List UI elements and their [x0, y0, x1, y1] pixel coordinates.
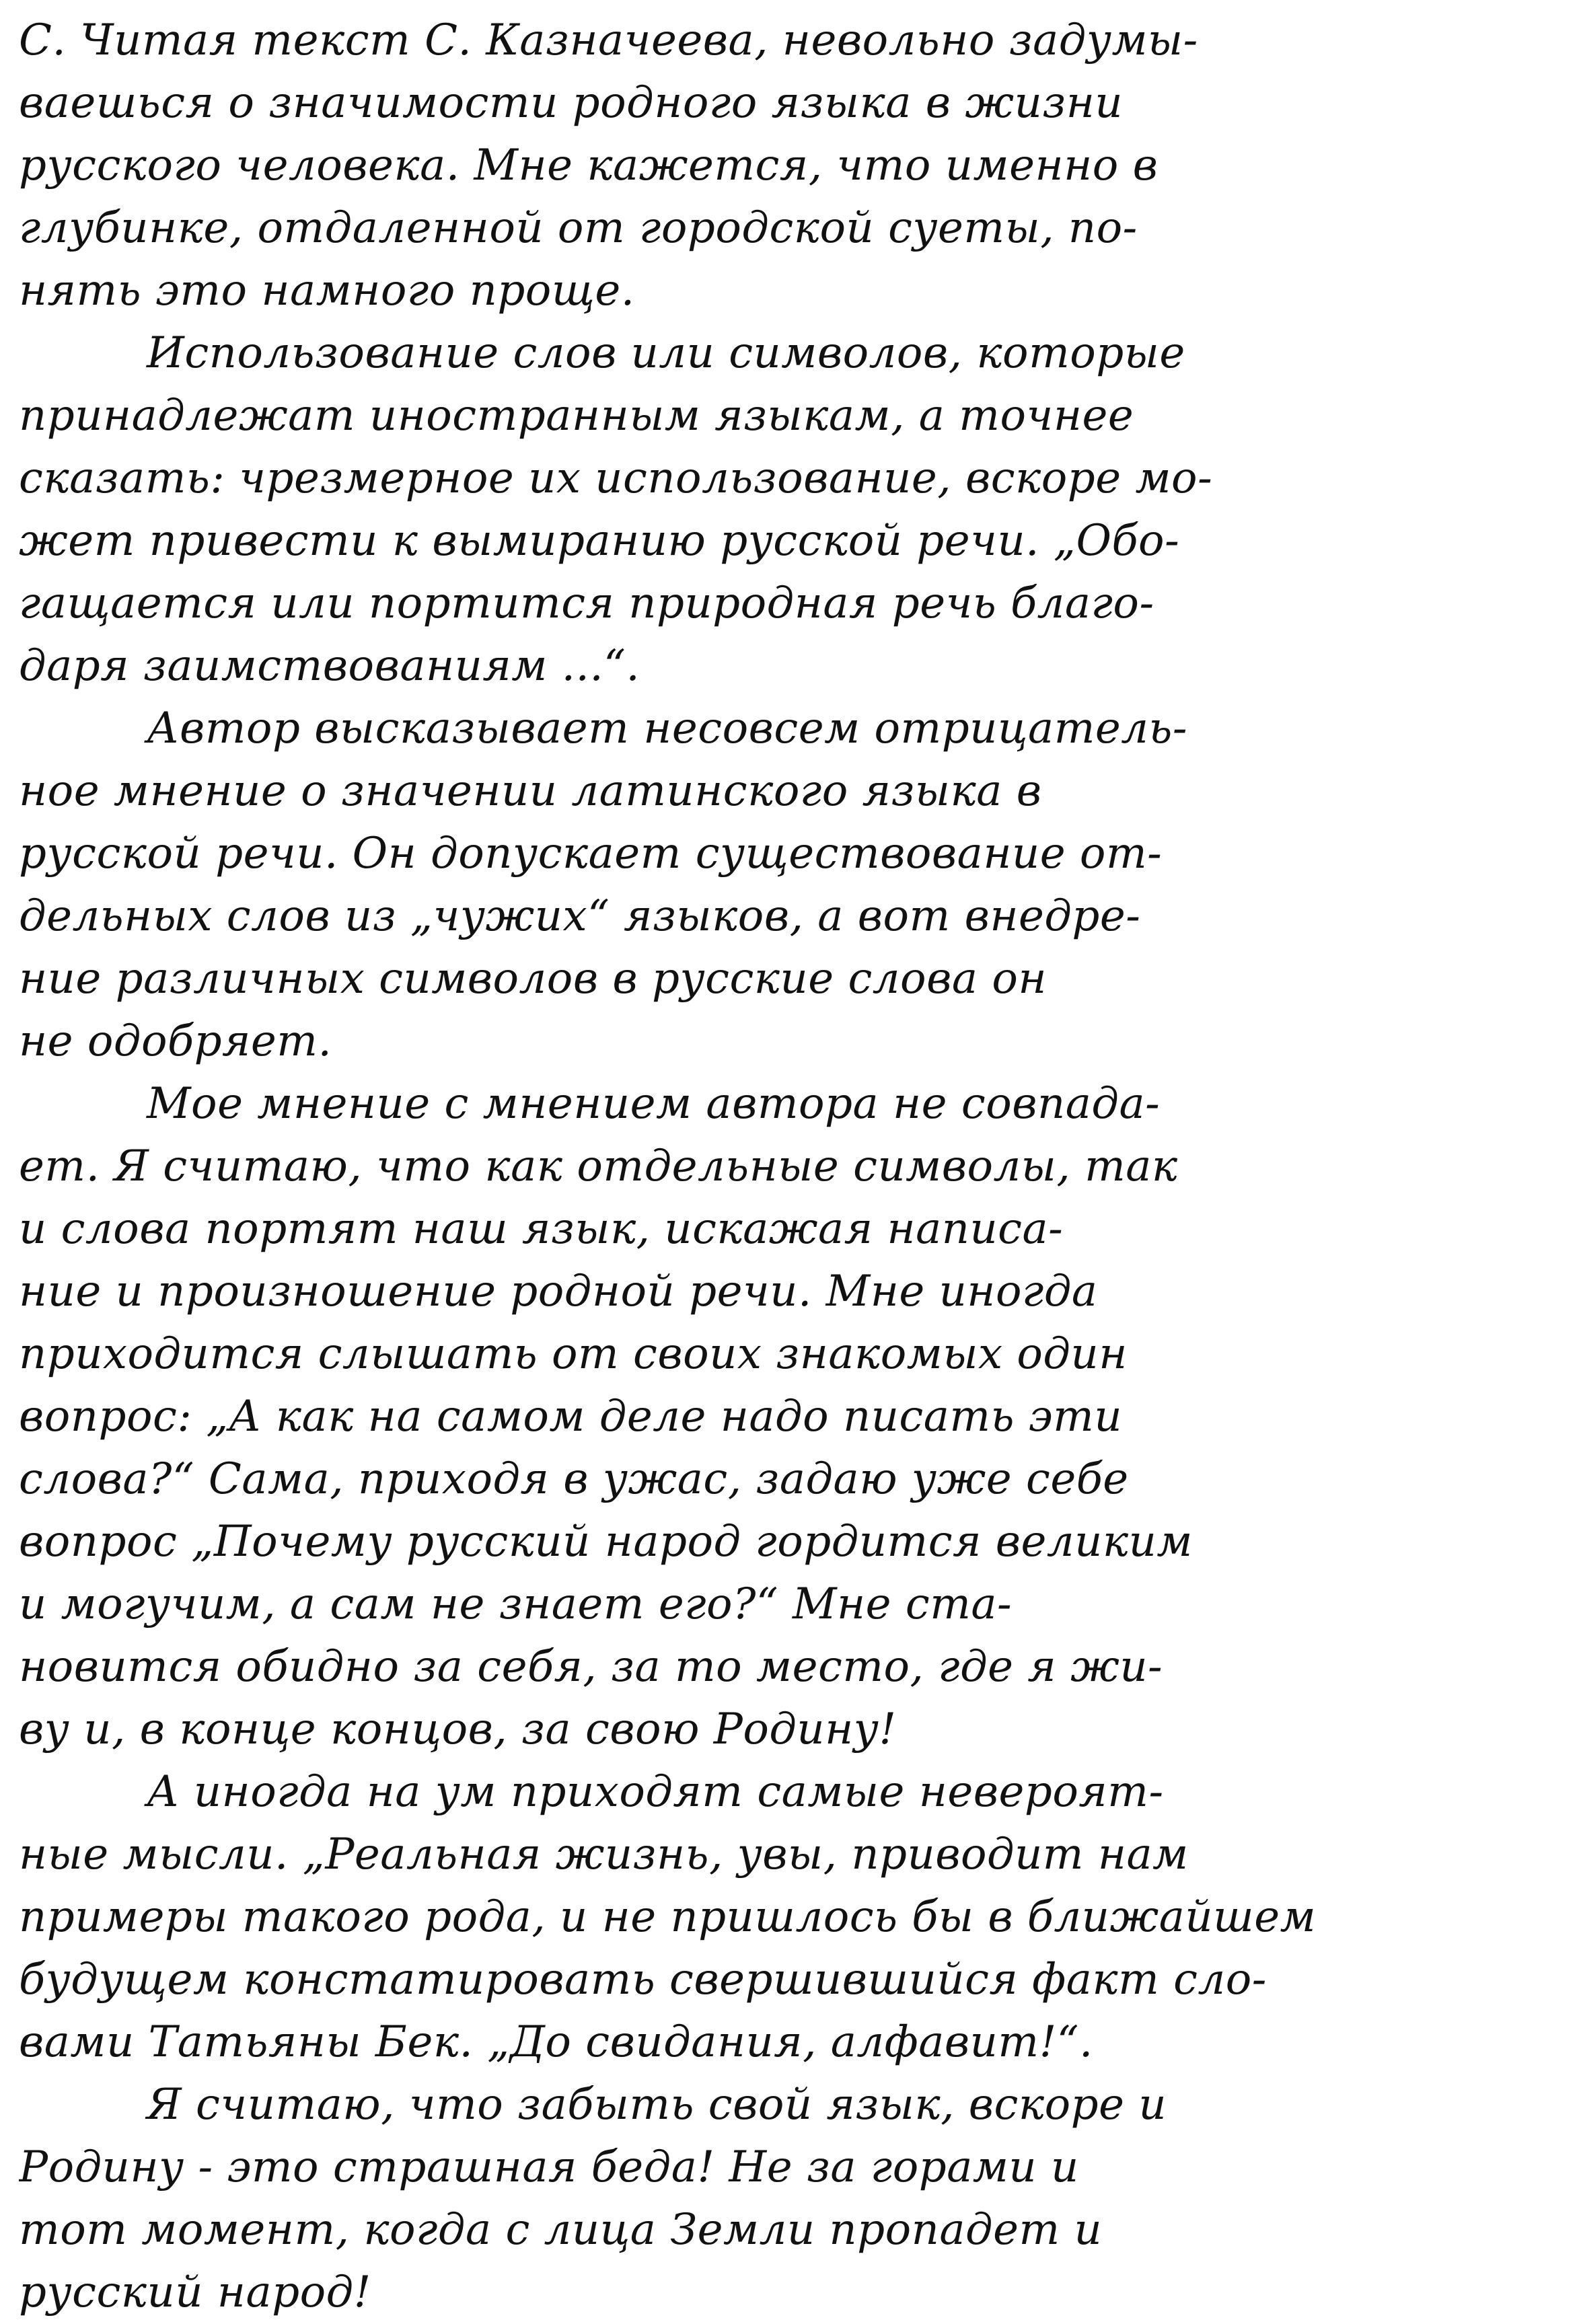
- text-line: С. Читая текст С. Казначеева, невольно задумы-: [19, 15, 1198, 65]
- text-line: вопрос: „А как на самом деле надо писать эти: [19, 1392, 1123, 1441]
- text-line: вами Татьяны Бек. „До свидания, алфавит!“.: [19, 2017, 1093, 2067]
- text-line: русского человека. Мне кажется, что именно в: [19, 141, 1159, 190]
- text-line: дельных слов из „чужих“ языков, а вот внедре-: [19, 891, 1141, 941]
- text-line: слова?“ Сама, приходя в ужас, задаю уже себе: [19, 1454, 1129, 1504]
- text-line: даря заимствованиям ...“.: [19, 641, 640, 691]
- text-line: гащается или портится природная речь благо-: [19, 578, 1154, 628]
- text-line: новится обидно за себя, за то место, где я жи-: [19, 1642, 1163, 1692]
- text-line: ние и произношение родной речи. Мне иногда: [19, 1267, 1098, 1316]
- text-line: ные мысли. „Реальная жизнь, увы, приводит нам: [19, 1830, 1189, 1879]
- text-line: ние различных символов в русские слова он: [19, 954, 1047, 1004]
- text-line: жет привести к вымиранию русской речи. „Обо-: [19, 516, 1180, 566]
- text-line: ваешься о значимости родного языка в жизни: [19, 78, 1124, 128]
- text-line: и слова портят наш язык, искажая написа-: [19, 1204, 1064, 1254]
- text-line: тот момент, когда с лица Земли пропадет и: [19, 2205, 1103, 2255]
- text-line: принадлежат иностранным языкам, а точнее: [19, 391, 1134, 441]
- text-line: ет. Я считаю, что как отдельные символы, так: [19, 1141, 1178, 1191]
- text-line: примеры такого рода, и не пришлось бы в ближайшем: [19, 1892, 1317, 1942]
- text-line: ву и, в конце концов, за свою Родину!: [19, 1704, 897, 1754]
- text-line: вопрос „Почему русский народ гордится великим: [19, 1517, 1193, 1567]
- text-line: будущем констатировать свершившийся факт сло-: [19, 1955, 1267, 2004]
- paragraph-start-line: Я считаю, что забыть свой язык, вскоре и: [147, 2080, 1167, 2130]
- text-line: и могучим, а сам не знает его?“ Мне ста-: [19, 1579, 1013, 1629]
- text-line: русской речи. Он допускает существование от-: [19, 829, 1163, 878]
- text-line: нять это намного проще.: [19, 266, 635, 315]
- paragraph-start-line: А иногда на ум приходят самые невероят-: [147, 1767, 1164, 1817]
- text-line: глубинке, отдаленной от городской суеты, по-: [19, 203, 1138, 253]
- text-line: ное мнение о значении латинского языка в: [19, 766, 1042, 816]
- text-line: Родину - это страшная беда! Не за горами и: [19, 2142, 1079, 2192]
- text-line: не одобряет.: [19, 1016, 332, 1066]
- paragraph-start-line: Автор высказывает несовсем отрицатель-: [147, 704, 1187, 753]
- paragraph-start-line: Использование слов или символов, которые: [147, 328, 1185, 378]
- text-line: русский народ!: [19, 2267, 371, 2317]
- paragraph-start-line: Мое мнение с мнением автора не совпада-: [147, 1079, 1161, 1129]
- text-line: сказать: чрезмерное их использование, вскоре мо-: [19, 453, 1213, 503]
- text-line: приходится слышать от своих знакомых один: [19, 1329, 1128, 1379]
